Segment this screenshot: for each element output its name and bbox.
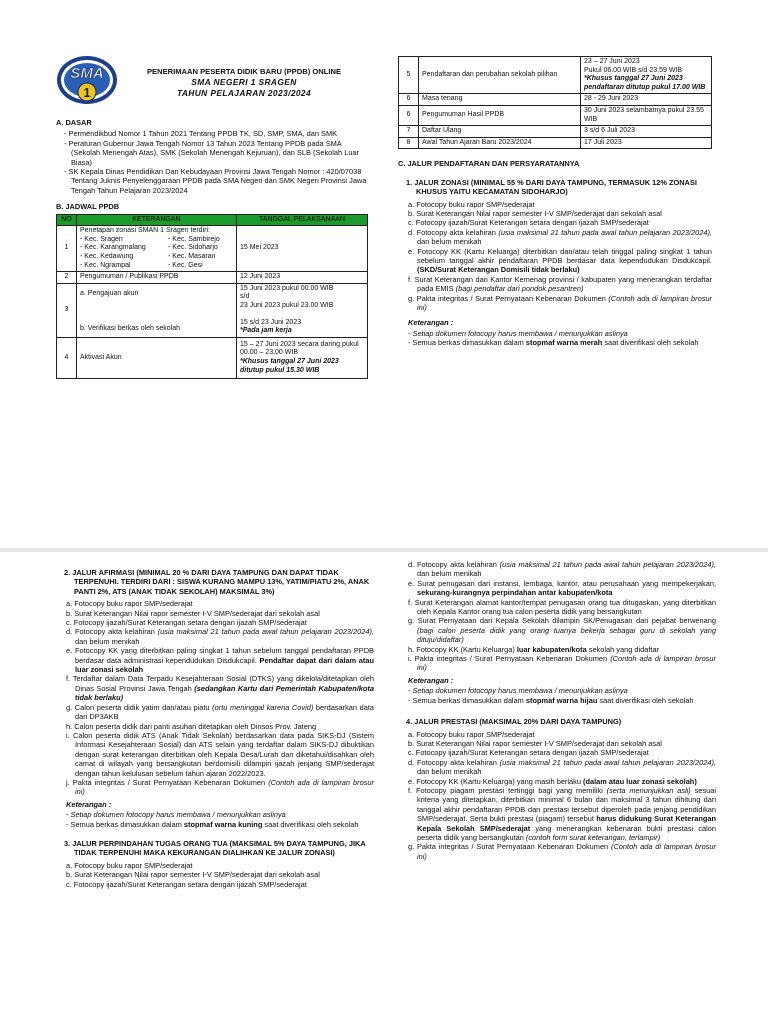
row5-date-1: 23 – 27 Juni 2023	[584, 58, 640, 65]
col-header-keterangan: KETERANGAN	[77, 214, 237, 226]
row-date	[581, 57, 712, 94]
req-note: (Contoh ada di lampiran brosur ini)	[75, 777, 374, 797]
req-note: (usia maksimal 21 tahun pada awal tahun pelajaran 2023/2024),	[157, 627, 374, 637]
requirement-item: a. Fotocopy buku rapor SMP/sederajat	[408, 199, 535, 209]
ket-text: Semua berkas dimasukkan dalam	[412, 695, 526, 705]
req-text: g. Pakta integritas / Surat Pernyataan Kebenaran Dokumen	[408, 293, 609, 303]
req-note: (contoh form surat keterangan, terlampir)	[525, 832, 661, 842]
table-row	[399, 94, 712, 106]
table-row	[57, 272, 368, 284]
table-row	[399, 57, 712, 94]
kecamatan-item: - Kec. Masaran	[168, 253, 216, 261]
row4-date-1: 15 – 27 Juni 2023 secara daring pukul 00.00 – 23.00 WIB	[240, 340, 359, 357]
prestasi-requirements	[398, 730, 716, 862]
row3-item-a: a. Pengajuan akun	[80, 290, 139, 298]
row-number: 8	[399, 137, 419, 149]
requirement-item	[408, 777, 716, 786]
ket-emphasis: stopmaf warna hijau	[525, 695, 598, 705]
dasar-list	[56, 129, 368, 195]
req-text: j. Pakta integritas / Surat Pernyataan Kebenaran Dokumen	[66, 777, 269, 787]
keterangan-item: - Setiap dokumen fotocopy harus membawa / menunjukkan aslinya	[408, 686, 716, 695]
row-number: 2	[57, 272, 77, 284]
ket-text: saat diverifikasi oleh sekolah	[262, 819, 359, 829]
kecamatan-item: - Kec. Gesi	[168, 261, 203, 269]
keterangan-item: - Setiap dokumen fotocopy harus membawa / menunjukkan aslinya	[408, 329, 712, 338]
requirement-item	[408, 228, 712, 247]
row3-item-b: b. Verifikasi berkas oleh sekolah	[80, 324, 180, 332]
keterangan-list	[398, 329, 712, 348]
header-titles	[120, 66, 368, 99]
requirement-item: c. Fotocopy ijazah/Surat Keterangan setara dengan ijazah SMP/sederajat	[66, 879, 307, 889]
school-logo-icon	[56, 52, 118, 112]
req-note: (Contoh ada di lampiran brosur ini)	[417, 842, 716, 861]
requirement-item	[408, 645, 716, 654]
req-emphasis: (dalam atau luar zonasi sekolah)	[583, 776, 697, 786]
row-date: 28 - 29 Juni 2023	[581, 94, 712, 106]
requirement-item	[408, 275, 712, 294]
brochure-page-2	[0, 552, 768, 1024]
col-header-tanggal: TANGGAL PELAKSANAAN	[237, 214, 368, 226]
req-note: (Contoh ada di lampiran brosur ini)	[417, 654, 716, 673]
row-keterangan: Pengumuman / Publikasi PPDB	[77, 272, 237, 284]
requirement-item: b. Surat Keterangan Nilai rapor semester I-V SMP/sederajat dari sekolah asal	[66, 870, 320, 880]
perpindahan-requirements-part-1	[56, 861, 374, 889]
req-text: d. Fotocopy akta kelahiran	[408, 227, 499, 237]
row3-date-b1: 15 s/d 23 Juni 2023	[240, 318, 302, 326]
left-column	[56, 562, 374, 889]
requirement-item	[408, 247, 712, 275]
requirement-item: b. Surat Keterangan Nilai rapor semester I-V SMP/sederajat dari sekolah asal	[66, 608, 320, 618]
req-note: (usia maksimal 21 tahun pada awal tahun pelajaran 2023/2024),	[499, 757, 716, 767]
keterangan-title: Keterangan :	[66, 799, 112, 809]
table-row	[57, 337, 368, 378]
requirement-item	[66, 674, 374, 702]
row3-date-a2: s/d	[240, 293, 250, 301]
requirement-item: h. Calon peserta didik dari panti asuhan ditetapkan oleh Dinsos Prov. Jateng	[66, 721, 317, 731]
ket-text: saat diverifikasi oleh sekolah	[602, 338, 699, 348]
req-text: e. Fotocopy KK (Kartu Keluarga) diterbitkan dan/atau telah tinggal paling singkat 1 tahun sebelum tanggal akhir pendaftaran PPDB berdasar data kependudukan Disdukcapil.	[408, 246, 712, 265]
requirement-item	[66, 778, 374, 797]
ket-text: Semua berkas dimasukkan dalam	[412, 338, 526, 348]
req-text: sesuai kriteria yang ditetapkan, diterbitkan minimal 6 bulan dan maksimal 3 tahun dihitung dari tanggal akhir pendaftaran PPDB dan prestasi tersebut diperoleh pada jenjang pendidikan SMP/sederajat. Serta bukti prestasi (piagam) tersebut	[417, 785, 717, 824]
req-text: f. Terdaftar dalam Data Terpadu Kesejahteraan Sosial (DTKS) yang dikelola/ditetapkan oleh Dinas Sosial Provinsi Jawa Tengah	[66, 674, 374, 693]
row4-date-2: *Khusus tanggal 27 Juni 2023 ditutup pukul 15.30 WIB	[240, 357, 339, 374]
req-note: (ortu meninggal karena Covid)	[212, 702, 314, 712]
section-a-title: A. DASAR	[56, 118, 92, 127]
req-text: yang menerangkan kebenaran bukti prestasi calon peserta didik yang bersangkutan	[417, 823, 716, 842]
req-text: e. Fotocopy KK (Kartu Keluarga) yang masih berlaku	[408, 776, 584, 786]
req-text: dan belum menikah	[417, 569, 482, 579]
left-column	[56, 52, 368, 379]
right-column	[398, 560, 716, 861]
requirement-item	[66, 627, 374, 646]
jalur-zonasi-title: 1. JALUR ZONASI (MINIMAL 55 % DARI DAYA TAMPUNG, TERMASUK 12% ZONASI KHUSUS YAITU KECAMATAN SIDOHARJO)	[406, 177, 697, 197]
ket-text: Semua berkas dimasukkan dalam	[70, 819, 184, 829]
jalur-prestasi-title: 4. JALUR PRESTASI (MAKSIMAL 20% DARI DAYA TAMPUNG)	[406, 717, 622, 727]
row-keterangan: Aktivasi Akun	[77, 337, 237, 378]
row-date: 12 Juni 2023	[237, 272, 368, 284]
table-row	[399, 105, 712, 125]
row-date	[237, 337, 368, 378]
row-date	[237, 283, 368, 337]
row3-date-b2: *Pada jam kerja	[240, 327, 292, 335]
perpindahan-requirements-part-2	[398, 560, 716, 673]
ket-emphasis: stopmaf warna merah	[525, 338, 603, 348]
row5-date-2: Pukul 06.00 WIB s/d 23.59 WIB	[584, 66, 683, 74]
ket-text: saat diverifikasi oleh sekolah	[597, 695, 694, 705]
header-line-2: SMA NEGERI 1 SRAGEN	[191, 76, 297, 87]
keterangan-title: Keterangan :	[408, 675, 454, 685]
row-date: 30 Juni 2023 selambatnya pukul 23.55 WIB	[581, 105, 712, 125]
requirement-item	[66, 646, 374, 674]
req-text: d. Fotocopy akta kelahiran	[408, 757, 500, 767]
requirement-item	[408, 842, 716, 861]
row-keterangan: Awal Tahun Ajaran Baru 2023/2024	[419, 137, 581, 149]
schedule-table-part-2	[398, 56, 712, 149]
req-note: (bagi pendaftar dari pondok pesantren)	[455, 284, 584, 294]
schedule-table-part-1	[56, 214, 368, 380]
col-header-no: NO	[57, 214, 77, 226]
table-header-row	[57, 214, 368, 226]
table-row	[57, 283, 368, 337]
table-row	[399, 137, 712, 149]
kecamatan-item: - Kec. Karangmalang	[80, 244, 146, 252]
row-number: 5	[399, 57, 419, 94]
requirement-item: c. Fotocopy ijazah/Surat Keterangan setara dengan ijazah SMP/sederajat	[66, 618, 307, 628]
req-note: (Contoh ada di lampiran brosur ini)	[417, 293, 712, 313]
requirement-item	[408, 654, 716, 673]
req-text: g. Pakta integritas / Surat Pernyataan Kebenaran Dokumen	[408, 842, 611, 852]
req-emphasis: (SKD/Surat Keterangan Domisili tidak berlaku)	[417, 265, 580, 275]
requirement-item: i. Calon peserta didik ATS (Anak Tidak Sekolah) berdasarkan data pada SIKS-DJ (Sistem Informasi Kesejahteraan Sosial) dan ATS selain yang terdaftar dalam SIKS-DJ dibuktikan dengan surat keterangan diterbitkan oleh Kepala Desa/Lurah dan diketahui/disahkan oleh camat di wilayah yang bersangkutan berdomisili dilampiri ijazah jenjang SMP/sederajat dengan tahun kelulusan sebelum tahun ajaran 2022/2023.	[66, 730, 374, 778]
kecamatan-item: - Kec. Sidoharjo	[168, 244, 218, 252]
requirement-item	[408, 579, 716, 598]
row-date: 17 Juli 2023	[581, 137, 712, 149]
req-note: (usia maksimal 21 tahun pada awal tahun pelajaran 2023/2024),	[499, 560, 716, 569]
req-emphasis: luar kabupaten/kota	[516, 644, 587, 654]
logo-text: SMA	[70, 65, 104, 82]
row-number: 4	[57, 337, 77, 378]
keterangan-list	[56, 810, 374, 829]
row5-date-3: *Khusus tanggal 27 Juni 2023 pendaftaran ditutup pukul 17.00 WIB	[584, 75, 706, 91]
requirement-item: b. Surat Keterangan Nilai rapor semester I-V SMP/sederajat dari sekolah asal	[408, 208, 662, 218]
requirement-item	[408, 294, 712, 313]
kecamatan-item: - Kec. Sragen	[80, 235, 123, 243]
req-emphasis: sekurang-kurangnya perpindahan antar kabupaten/kota	[417, 588, 613, 598]
keterangan-list	[398, 686, 716, 705]
req-text: d. Fotocopy akta kelahiran	[66, 627, 158, 637]
requirement-item: a. Fotocopy buku rapor SMP/sederajat	[66, 860, 193, 870]
req-text: h. Fotocopy KK (Kartu Keluarga)	[408, 644, 517, 654]
keterangan-item	[408, 696, 716, 705]
afirmasi-requirements	[56, 599, 374, 797]
row-keterangan: Pengumuman Hasil PPDB	[419, 105, 581, 125]
req-emphasis: Pendaftar dapat dari dalam atau luar zonasi sekolah	[75, 655, 375, 675]
req-emphasis: (sedangkan Kartu dari Pemerintah Kabupaten/kota tidak berlaku)	[75, 683, 374, 703]
requirement-item: b. Surat Keterangan Nilai rapor semester I-V SMP/sederajat dari sekolah asal	[408, 738, 662, 748]
kecamatan-item: - Kec. Ngrampal	[80, 261, 131, 269]
req-text: e. Surat penugasan dari instansi, lembaga, kantor, atau perusahaan yang mempekerjakan,	[408, 578, 716, 588]
requirement-item: a. Fotocopy buku rapor SMP/sederajat	[66, 599, 193, 609]
req-note: (bagi calon peserta didik yang orang tuanya bekerja sebagai guru di sekolah yang dituju/didaftar)	[417, 625, 716, 645]
jalur-afirmasi-title: 2. JALUR AFIRMASI (MINIMAL 20 % DARI DAYA TAMPUNG DAN DAPAT TIDAK TERPENUHI. TERDIRI DARI : SISWA KURANG MAMPU 13%, YATIM/PIATU 2%, ANAK PANTI 2%, ATS (ANAK TIDAK SEKOLAH) MAKSIMAL 3%)	[64, 568, 370, 596]
req-text: g. Calon peserta didik yatim dan/atau piatu	[66, 702, 213, 712]
zonasi-intro: Penetapan zonasi SMAN 1 Sragen terdiri:	[80, 227, 210, 235]
dasar-item: - Peraturan Gubernur Jawa Tengah Nomor 13 Tahun 2023 Tentang PPDB pada SMA (Sekolah Menengah Atas), SMK (Sekolah Menengah Kejuruan), dan SLB (Sekolah Luar Biasa)	[64, 139, 368, 167]
req-text: i. Pakta integritas / Surat Pernyataan Kebenaran Dokumen	[408, 654, 611, 664]
row-keterangan: Pendaftaran dan perubahan sekolah pilihan	[419, 57, 581, 94]
requirement-item	[66, 703, 374, 722]
row3-date-a3: 23 Juni 2023 pukul 23.00 WIB	[240, 302, 334, 309]
req-emphasis: harus didukung Surat Keterangan Kepala Sekolah SMP/sederajat	[417, 814, 716, 833]
req-text: dan belum menikah	[417, 767, 482, 777]
ket-emphasis: stopmaf warna kuning	[183, 819, 263, 829]
dasar-item: - SK Kepala Dinas Pendidikan Dan Kebudayaan Provinsi Jawa Tengah Nomor : 420/07038 Tentang Juknis Penyelenggaraan PPDB pada SMA Negeri dan SMK Negeri Provinsi Jawa Tengah Tahun Pelajaran 2023/2024	[64, 167, 368, 195]
keterangan-item	[408, 338, 712, 347]
row-number: 3	[57, 283, 77, 337]
requirement-item	[408, 616, 716, 644]
row-date: 15 Mei 2023	[237, 226, 368, 272]
row-number: 6	[399, 105, 419, 125]
requirement-item	[408, 560, 716, 579]
logo-number: 1	[83, 85, 91, 100]
brochure-header	[56, 52, 368, 112]
header-line-1: PENERIMAAN PESERTA DIDIK BARU (PPDB) ONLINE	[146, 66, 342, 76]
req-text: e. Fotocopy KK yang diterbitkan paling singkat 1 tahun sebelum tanggal pendaftaran PPDB berdasar data administrasi kependudukan Disdukcapil.	[66, 646, 374, 665]
row-number: 6	[399, 94, 419, 106]
req-text: berdasarkan data dari DP3AKB	[75, 702, 374, 722]
jalur-perpindahan-title: 3. JALUR PERPINDAHAN TUGAS ORANG TUA (MAKSIMAL 5% DAYA TAMPUNG, JIKA TIDAK TERPENUHI MAKA KEKURANGAN DIALIHKAN KE JALUR ZONASI)	[64, 838, 366, 858]
row3-date-a1: 15 Juni 2023 pukul 00.00 WIB	[240, 284, 334, 292]
req-note: (usia maksimal 21 tahun pada awal tahun pelajaran 2023/2024),	[498, 227, 712, 237]
keterangan-item: - Setiap dokumen fotocopy harus membawa / menunjukkan aslinya	[66, 810, 374, 819]
req-text: f. Surat Keterangan dari Kantor Kemenag provinsi / kabupaten yang menerangkan terdaftar pada EMIS	[408, 274, 712, 294]
zonasi-requirements	[398, 200, 712, 313]
req-text: dan belum menikah	[75, 636, 140, 646]
section-c-title: C. JALUR PENDAFTARAN DAN PERSYARATANNYA	[398, 159, 580, 169]
row-keterangan: Masa tenang	[419, 94, 581, 106]
req-text: g. Surat Pernyataan dari Kepala Sekolah dilampiri SK/Penugasan dari pejabat berwenang	[408, 616, 716, 626]
section-b-title: B. JADWAL PPDB	[56, 202, 120, 212]
requirement-item: c. Fotocopy ijazah/Surat Keterangan setara dengan ijazah SMP/sederajat	[408, 218, 649, 228]
keterangan-title: Keterangan :	[408, 318, 454, 328]
dasar-item: - Permendikbud Nomor 1 Tahun 2021 Tentang PPDB TK, SD, SMP, SMA, dan SMK	[64, 129, 368, 138]
req-text: dan belum menikah	[417, 237, 482, 247]
kecamatan-item: - Kec. Sambirejo	[168, 235, 220, 243]
keterangan-item	[66, 820, 374, 829]
req-text: sekolah yang didaftar	[586, 644, 660, 654]
kecamatan-item: - Kec. Kedawung	[80, 253, 134, 261]
table-row	[57, 226, 368, 272]
req-text: d. Fotocopy akta kelahiran	[408, 560, 500, 569]
requirement-item: c. Fotocopy ijazah/Surat Keterangan setara dengan ijazah SMP/sederajat	[408, 748, 649, 758]
row-keterangan	[77, 226, 237, 272]
requirement-item	[408, 758, 716, 777]
row-keterangan	[77, 283, 237, 337]
header-line-3: TAHUN PELAJARAN 2023/2024	[176, 87, 312, 98]
requirement-item: a. Fotocopy buku rapor SMP/sederajat	[408, 729, 535, 739]
req-note: (serta menunjukkan asli)	[606, 785, 691, 795]
right-column	[398, 56, 712, 348]
requirement-item	[408, 786, 716, 842]
row-number: 7	[399, 126, 419, 138]
row-number: 1	[57, 226, 77, 272]
row-keterangan: Daftar Ulang	[419, 126, 581, 138]
row-date: 3 s/d 6 Juli 2023	[581, 126, 712, 138]
kecamatan-grid	[80, 236, 233, 270]
req-text: f. Fotocopy piagam prestasi tertinggi bagi yang memiliki	[408, 785, 607, 795]
requirement-item: f. Surat Keterangan alamat kantor/tempat penugasan orang tua ditugaskan, yang diterbitkan oleh Kepala Kantor orang tua calon peserta didik yang bersangkutan	[408, 597, 716, 617]
table-row	[399, 126, 712, 138]
